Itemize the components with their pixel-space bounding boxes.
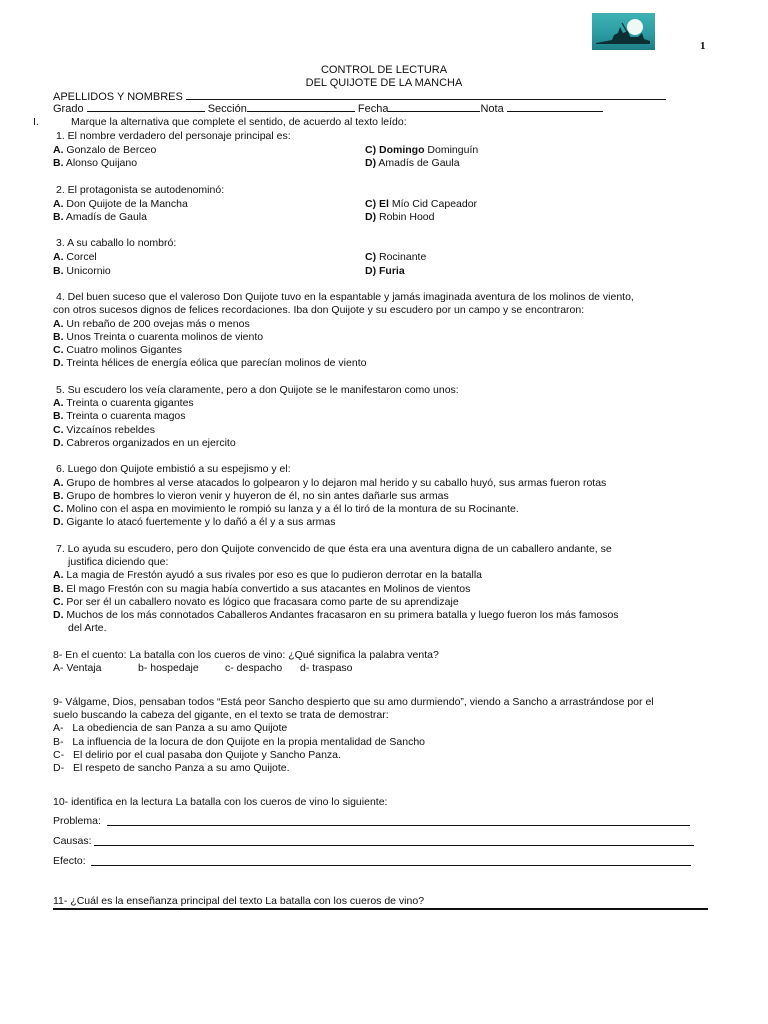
date-line[interactable] [388, 102, 480, 112]
question-9-line-1: 9- Válgame, Dios, pensaban todos “Está peor Sancho despierto que su amo durmiendo”, viendo a Sancho a arrastrándose por el [53, 696, 654, 708]
grade-label: Grado [53, 103, 84, 115]
option-7b: B. El mago Frestón con su magia había convertido a sus atacantes en Molinos de vientos [53, 583, 471, 595]
effect-answer-line[interactable] [91, 865, 691, 866]
option-6b: B. Grupo de hombres lo vieron venir y huyeron de él, no sin antes dañarle sus armas [53, 490, 449, 502]
option-9c: C- El delirio por el cual pasaba don Quijote y Sancho Panza. [53, 749, 341, 761]
names-label: APELLIDOS Y NOMBRES [53, 91, 183, 103]
option-2c: C) El Mío Cid Capeador [365, 198, 478, 210]
option-8d: d- traspaso [300, 662, 353, 674]
option-4b: B. Unos Treinta o cuarenta molinos de viento [53, 331, 264, 343]
option-4a: A. Un rebaño de 200 ovejas más o menos [53, 318, 250, 330]
question-4-line-2: con otros sucesos dignos de felices recordaciones. Iba don Quijote y su escudero por un campo y se encontraron: [53, 304, 585, 316]
logo-image [592, 13, 655, 50]
question-8: 8- En el cuento: La batalla con los cueros de vino: ¿Qué significa la palabra venta? [53, 649, 439, 661]
option-6a: A. Grupo de hombres al verse atacados lo golpearon y lo dejaron mal herido y su caballo huyó, sus armas fueron rotas [53, 477, 607, 489]
question-4-line-1: 4. Del buen suceso que el valeroso Don Quijote tuvo en la espantable y jamás imaginada aventura de los molinos de viento, [56, 291, 634, 303]
option-4d: D. Treinta hélices de energía eólica que parecían molinos de viento [53, 357, 367, 369]
page-number: 1 [700, 40, 706, 52]
option-8c: c- despacho [225, 662, 283, 674]
names-line[interactable] [186, 90, 666, 100]
option-6d: D. Gigante lo atacó fuertemente y lo dañó a él y a sus armas [53, 516, 336, 528]
option-7a: A. La magia de Frestón ayudó a sus rivales por eso es que lo pudieron derrotar en la batalla [53, 569, 483, 581]
question-9-line-2: suelo buscando la cabeza del gigante, en el texto se trata de demostrar: [53, 709, 389, 721]
question-7-line-2: justifica diciendo que: [68, 556, 169, 568]
section-label: Sección [207, 103, 247, 115]
grade-mark-line[interactable] [507, 102, 603, 112]
question-3: 3. A su caballo lo nombró: [56, 237, 177, 249]
grade-mark-label: Nota [480, 103, 504, 115]
option-2d: D) Robin Hood [365, 211, 435, 223]
option-4c: C. Cuatro molinos Gigantes [53, 344, 182, 356]
option-5c: C. Vizcaínos rebeldes [53, 424, 155, 436]
option-1c: C) Domingo Dominguín [365, 144, 479, 156]
option-5a: A. Treinta o cuarenta gigantes [53, 397, 194, 409]
question-1: 1. El nombre verdadero del personaje principal es: [56, 130, 291, 142]
question-10: 10- identifica en la lectura La batalla con los cueros de vino lo siguiente: [53, 796, 388, 808]
question-6: 6. Luego don Quijote embistió a su espejismo y el: [56, 463, 291, 475]
option-6c: C. Molino con el aspa en movimiento le rompió su lanza y a él lo tiró de la montura de su Rocinante. [53, 503, 519, 515]
question-2: 2. El protagonista se autodenominó: [56, 184, 225, 196]
option-3d: D) Furia [365, 265, 405, 277]
section-instruction: Marque la alternativa que complete el sentido, de acuerdo al texto leído: [71, 116, 407, 128]
section-number: I. [33, 116, 39, 128]
option-2b: B. Amadís de Gaula [53, 211, 147, 223]
option-9b: B- La influencia de la locura de don Quijote en la propia mentalidad de Sancho [53, 736, 426, 748]
option-7c: C. Por ser él un caballero novato es lógico que fracasara como parte de su aprendizaje [53, 596, 459, 608]
quijote-silhouette-icon [592, 13, 655, 50]
option-9a: A- La obediencia de san Panza a su amo Quijote [53, 722, 288, 734]
option-3a: A. Corcel [53, 251, 97, 263]
option-2a: A. Don Quijote de la Mancha [53, 198, 188, 210]
section-line[interactable] [247, 102, 355, 112]
option-3b: B. Unicornio [53, 265, 111, 277]
causes-answer-line[interactable] [94, 845, 694, 846]
option-8a: A- Ventaja [53, 662, 102, 674]
option-1d: D) Amadís de Gaula [365, 157, 460, 169]
question-7-line-1: 7. Lo ayuda su escudero, pero don Quijote convencido de que ésta era una aventura digna de un caballero andante, se [56, 543, 612, 555]
grade-line[interactable] [87, 102, 205, 112]
option-3c: C) Rocinante [365, 251, 427, 263]
option-1a: A. Gonzalo de Berceo [53, 144, 157, 156]
question-5: 5. Su escudero los veía claramente, pero a don Quijote se le manifestaron como unos: [56, 384, 459, 396]
causes-label: Causas: [53, 835, 92, 847]
title-line-1: CONTROL DE LECTURA [320, 64, 448, 76]
problem-answer-line[interactable] [107, 825, 690, 826]
option-7d-cont: del Arte. [68, 622, 107, 634]
date-label: Fecha [357, 103, 389, 115]
option-7d: D. Muchos de los más connotados Caballeros Andantes fracasaron en su primera batalla y luego fueron los más famosos [53, 609, 619, 621]
grade-row [53, 102, 603, 115]
option-5d: D. Cabreros organizados en un ejercito [53, 437, 236, 449]
answer-separator-line [53, 908, 708, 910]
question-11: 11- ¿Cuál es la enseñanza principal del texto La batalla con los cueros de vino? [53, 895, 425, 907]
option-5b: B. Treinta o cuarenta magos [53, 410, 186, 422]
option-9d: D- El respeto de sancho Panza a su amo Quijote. [53, 762, 290, 774]
option-8b: b- hospedaje [138, 662, 199, 674]
title-line-2: DEL QUIJOTE DE LA MANCHA [305, 77, 463, 89]
problem-label: Problema: [53, 815, 101, 827]
effect-label: Efecto: [53, 855, 86, 867]
option-1b: B. Alonso Quijano [53, 157, 138, 169]
